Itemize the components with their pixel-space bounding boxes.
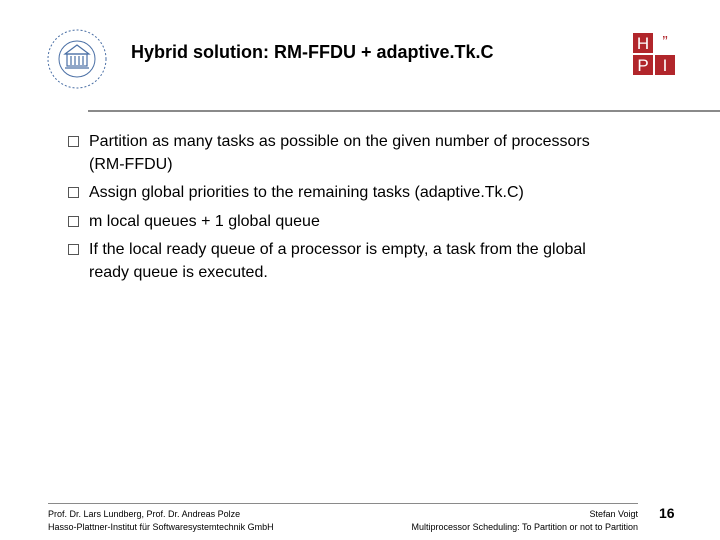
svg-text:H: H xyxy=(636,34,650,53)
footer-presenter-name: Stefan Voigt xyxy=(589,509,638,519)
svg-text:P: P xyxy=(637,56,649,75)
bullet-item xyxy=(68,239,708,284)
footer-authors-line: Prof. Dr. Lars Lundberg, Prof. Dr. Andreas Polze xyxy=(48,509,241,519)
title-divider xyxy=(88,110,720,112)
bullet-text-line: (RM-FFDU) xyxy=(89,155,173,173)
university-seal-icon xyxy=(46,28,108,90)
footer-divider xyxy=(48,503,638,504)
bullet-list xyxy=(68,131,708,290)
footer-presenter xyxy=(412,508,638,533)
bullet-text-line: Assign global priorities to the remaining tasks (adaptive.Tk.C) xyxy=(89,184,524,201)
square-bullet-icon xyxy=(68,187,79,198)
page-number: 16 xyxy=(659,505,675,521)
hpi-logo-icon xyxy=(633,33,677,77)
footer-talk-title: Multiprocessor Scheduling: To Partition or not to Partition xyxy=(411,521,638,532)
footer-authors xyxy=(48,508,274,533)
bullet-text-line: ready queue is executed. xyxy=(89,263,268,281)
slide-title: Hybrid solution: RM-FFDU + adaptive.Tk.C xyxy=(131,42,494,62)
square-bullet-icon xyxy=(68,136,79,147)
bullet-item xyxy=(68,211,708,234)
bullet-text-line: If the local ready queue of a processor is empty, a task from the global xyxy=(89,241,586,258)
footer-institute-line: Hasso-Plattner-Institut für Softwaresystemtechnik GmbH xyxy=(48,521,274,532)
svg-text:”: ” xyxy=(662,34,668,51)
bullet-text-line: m local queues + 1 global queue xyxy=(89,212,320,230)
square-bullet-icon xyxy=(68,216,79,227)
bullet-item xyxy=(68,182,708,205)
svg-text:I: I xyxy=(662,56,668,75)
bullet-item xyxy=(68,131,708,176)
square-bullet-icon xyxy=(68,244,79,255)
bullet-text-line: Partition as many tasks as possible on the given number of processors xyxy=(89,133,590,150)
